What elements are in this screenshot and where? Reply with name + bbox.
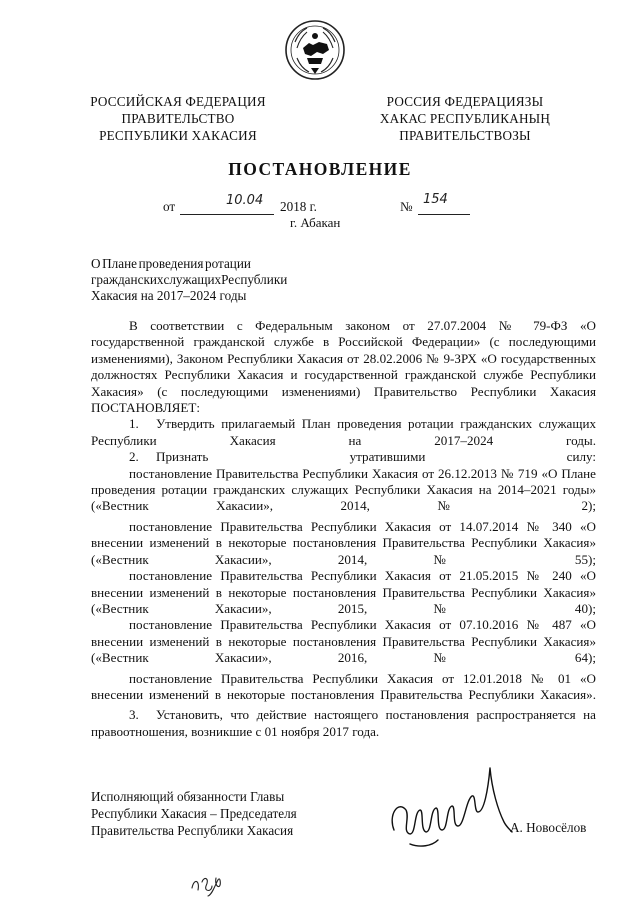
signatory-title: [91, 788, 297, 839]
signatory-title-line-2: Республики Хакасия – Председателя: [91, 806, 297, 821]
subject-word: Плане: [102, 256, 137, 271]
subject-word: Республики: [221, 272, 288, 287]
document-body: [91, 318, 596, 740]
number-handwritten: 154: [423, 192, 448, 207]
subject-line-3: Хакасия на 2017–2024 годы: [91, 288, 247, 303]
header-right: [350, 93, 580, 144]
subject-word: ротации: [205, 256, 251, 271]
header-left-line-1: РОССИЙСКАЯ ФЕДЕРАЦИЯ: [90, 94, 266, 109]
item-2: [91, 449, 596, 465]
subject-line-1: [91, 256, 251, 272]
signatory-title-line-3: Правительства Республики Хакасия: [91, 823, 294, 838]
date-handwritten: 10.04: [226, 193, 264, 208]
subject-heading: [91, 256, 288, 304]
header-left: [70, 93, 286, 144]
repealed-act-3: постановление Правительства Республики Хакасия от 21.05.2015 № 240 «О внесении изменений в некоторые постановления Правительства Республики Хакасия» («Вестник Хакасии», 2015, № 40);: [91, 568, 596, 616]
header-left-line-3: РЕСПУБЛИКИ ХАКАСИЯ: [99, 128, 257, 143]
item-1: [91, 416, 596, 449]
item-2-text: Признать утратившими силу:: [156, 449, 596, 465]
header-right-line-1: РОССИЯ ФЕДЕРАЦИЯЗЫ: [386, 94, 544, 109]
number-underline: [418, 214, 470, 215]
signatory-title-line-1: Исполняющий обязанности Главы: [91, 789, 285, 804]
number-sign: №: [400, 199, 413, 214]
item-3-text: Установить, что действие настоящего постановления распространяется на правоотношения, возникшие с 01 ноября 2017 года.: [91, 707, 596, 739]
repealed-act-4: постановление Правительства Республики Хакасия от 07.10.2016 № 487 «О внесении изменений в некоторые постановления Правительства Республики Хакасия» («Вестник Хакасии», 2016, № 64);: [91, 617, 596, 666]
header-right-line-3: ПРАВИТЕЛЬСТВОЗЫ: [399, 128, 531, 143]
item-1-number: 1.: [129, 416, 139, 432]
item-3-number: 3.: [129, 707, 139, 723]
item-1-text: Утвердить прилагаемый План проведения ротации гражданских служащих Республики Хакасия на 2017–2024 годы.: [91, 416, 596, 448]
subject-word: О: [91, 256, 101, 271]
repealed-act-2: постановление Правительства Республики Хакасия от 14.07.2014 № 340 «О внесении изменений в некоторые постановления Правительства Республики Хакасия» («Вестник Хакасии», 2014, № 55);: [91, 518, 596, 567]
item-3: [91, 707, 596, 740]
handwritten-initials-mark: [188, 868, 228, 898]
subject-word: служащих: [163, 272, 222, 287]
document-title: ПОСТАНОВЛЕНИЕ: [228, 159, 412, 179]
subject-word: проведения: [138, 256, 204, 271]
preamble: В соответствии с Федеральным законом от 27.07.2004 № 79-ФЗ «О государственной гражданской службе в Российской Федерации» (с последующими изменениями), Законом Республики Хакасия от 28.02.2006 № 9-ЗРХ «О государственных должностях Республики Хакасия и государственной гражданской службе Республики Хакасия» (с последующими изменениями) Правительство Республики Хакасия ПОСТАНОВЛЯЕТ:: [91, 318, 596, 416]
repealed-act-5: постановление Правительства Республики Хакасия от 12.01.2018 № 01 «О внесении изменений в некоторые постановления Правительства Республики Хакасия».: [91, 670, 596, 702]
year-text: 2018 г.: [280, 199, 317, 214]
subject-word: гражданских: [91, 272, 164, 287]
city: г. Абакан: [290, 215, 341, 230]
coat-of-arms-emblem: [283, 18, 347, 82]
handwritten-signature: [380, 760, 530, 860]
subject-line-2: [91, 272, 288, 288]
item-2-number: 2.: [129, 449, 139, 465]
date-prefix: от: [163, 199, 176, 214]
signatory-name: А. Новосёлов: [510, 820, 587, 835]
header-right-line-2: ХАКАС РЕСПУБЛИКАНЫҢ: [379, 111, 551, 126]
header-left-line-2: ПРАВИТЕЛЬСТВО: [121, 111, 235, 126]
repealed-act-1: постановление Правительства Республики Хакасия от 26.12.2013 № 719 «О Плане проведения ротации гражданских служащих Республики Хакасия на 2014–2021 годы» («Вестник Хакасии», 2014, № 2);: [91, 465, 596, 514]
date-underline: [180, 214, 274, 215]
